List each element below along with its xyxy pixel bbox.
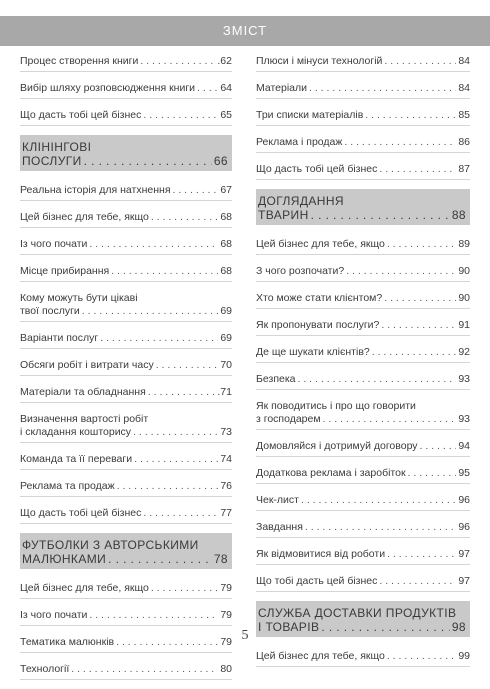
toc-entry-line (20, 359, 232, 372)
toc-entry-title: Обсяги робіт і витрати часу (20, 359, 154, 371)
toc-entry-line (20, 663, 232, 676)
toc-entry-line (256, 238, 470, 251)
toc-entry-line (22, 154, 228, 168)
toc-entry-title: Реальна історія для натхнення (20, 184, 171, 196)
toc-page-number: 97 (458, 575, 470, 587)
toc-entry-line (20, 184, 232, 197)
toc-entry (256, 135, 470, 153)
toc-entry-title: Додаткова реклама і заробіток (256, 467, 406, 479)
toc-entry (20, 506, 232, 524)
dot-leader (311, 208, 450, 222)
toc-page-number: 68 (220, 211, 232, 223)
dot-leader (384, 55, 456, 68)
toc-entry-line (256, 521, 470, 534)
toc-entry (256, 649, 470, 667)
toc-page-number: 96 (458, 494, 470, 506)
toc-entry-title: ПОСЛУГИ (22, 154, 82, 168)
toc-page-number: 69 (220, 332, 232, 344)
dot-leader (305, 521, 456, 534)
toc-entry-line (20, 480, 232, 493)
toc-entry (256, 318, 470, 336)
toc-entry-title: Матеріали та обладнання (20, 386, 146, 398)
toc-entry (20, 81, 232, 99)
toc-entry-title: Процес створення книги (20, 55, 139, 67)
toc-page-number: 67 (220, 184, 232, 196)
toc-section-heading (256, 189, 470, 225)
toc-entry (20, 452, 232, 470)
toc-entry-title: твої послуги (20, 305, 80, 317)
toc-entry-title: Цей бізнес для тебе, якщо (20, 582, 149, 594)
toc-entry (256, 81, 470, 99)
toc-entry-title: Технології (20, 663, 70, 675)
toc-page-number: 87 (458, 163, 470, 175)
toc-entry-line (256, 109, 470, 122)
toc-entry (256, 345, 470, 363)
toc-entry-title: Завдання (256, 521, 303, 533)
dot-leader (408, 467, 457, 480)
toc-page-number: 93 (458, 413, 470, 425)
toc-page-number: 77 (220, 507, 232, 519)
toc-page-number: 65 (220, 109, 232, 121)
toc-page-number: 84 (458, 82, 470, 94)
toc-entry-title: І ТОВАРІВ (258, 620, 320, 634)
toc-entry-title: Безпека (256, 373, 296, 385)
toc-entry (256, 237, 470, 255)
toc-entry-title: Команда та її переваги (20, 453, 133, 465)
toc-entry-title: Реклама та продаж (20, 480, 115, 492)
dot-leader (384, 292, 456, 305)
toc-right-column (256, 54, 470, 676)
toc-entry-title: Що дасть тобі цей бізнес (256, 163, 378, 175)
toc-entry-title: Плюси і мінуси технологій (256, 55, 383, 67)
toc-entry-line (22, 552, 228, 566)
toc-page-number: 98 (451, 620, 466, 634)
toc-page-number: 90 (458, 265, 470, 277)
toc-entry-title-line: ДОГЛЯДАННЯ (258, 194, 344, 208)
toc-entry-title: Чек-лист (256, 494, 299, 506)
toc-entry-line (256, 55, 470, 68)
dot-leader (323, 413, 457, 426)
dot-leader (387, 650, 456, 663)
toc-entry-title-line: ФУТБОЛКИ З АВТОРСЬКИМИ (22, 538, 199, 552)
dot-leader (89, 238, 218, 251)
dot-leader (89, 609, 218, 622)
toc-entry-line (20, 265, 232, 278)
toc-entry-title-line: Як поводитись і про що говорити (256, 400, 416, 412)
toc-page-number: 96 (458, 521, 470, 533)
toc-entry (256, 547, 470, 565)
toc-entry-title: З чого розпочати? (256, 265, 345, 277)
toc-entry-title: Що дасть тобі цей бізнес (20, 109, 142, 121)
toc-entry-line (256, 467, 470, 480)
dot-leader (173, 184, 219, 197)
toc-entry (20, 291, 232, 322)
toc-entry-title: Тематика малюнків (20, 636, 115, 648)
toc-left-column (20, 54, 232, 689)
dot-leader (346, 265, 456, 278)
toc-entry-line (256, 346, 470, 359)
toc-page-number: 94 (458, 440, 470, 452)
toc-page-number: 89 (458, 238, 470, 250)
toc-entry-title: Три списки матеріалів (256, 109, 364, 121)
dot-leader (111, 265, 218, 278)
dot-leader (298, 373, 457, 386)
toc-entry-line (20, 109, 232, 122)
toc-entry (256, 520, 470, 538)
toc-page-number: 92 (458, 346, 470, 358)
toc-entry (20, 358, 232, 376)
toc-page-number: 93 (458, 373, 470, 385)
toc-entry-title: Як відмовитися від роботи (256, 548, 386, 560)
toc-entry-line (256, 292, 470, 305)
toc-entry-title: Реклама і продаж (256, 136, 343, 148)
dot-leader (82, 305, 219, 318)
toc-page-number: 79 (220, 609, 232, 621)
toc-section-heading (20, 533, 232, 569)
toc-entry-title-line: Визначення вартості робіт (20, 413, 149, 425)
toc-entry-title: Цей бізнес для тебе, якщо (256, 238, 385, 250)
toc-entry (256, 108, 470, 126)
toc-entry-title-line: СЛУЖБА ДОСТАВКИ ПРОДУКТІВ (258, 606, 457, 620)
toc-page-number: 84 (458, 55, 470, 67)
toc-page-number: 79 (220, 636, 232, 648)
toc-page-number: 99 (458, 650, 470, 662)
toc-entry (20, 54, 232, 72)
toc-entry (20, 210, 232, 228)
toc-page-number: 78 (213, 552, 228, 566)
dot-leader (143, 109, 218, 122)
toc-entry-line (256, 82, 470, 95)
toc-entry-title: ТВАРИН (258, 208, 309, 222)
toc-entry-title: Вибір шляху розповсюдження книги (20, 82, 196, 94)
toc-entry-title: і складання кошторису (20, 426, 132, 438)
toc-entry-line (20, 386, 232, 399)
toc-entry-line (20, 305, 232, 318)
dot-leader (151, 211, 218, 224)
dot-leader (148, 386, 216, 399)
dot-leader (156, 359, 219, 372)
dot-leader (381, 319, 456, 332)
toc-entry (20, 385, 232, 403)
dot-leader (151, 582, 218, 595)
dot-leader (197, 82, 218, 95)
toc-page-number: 68 (220, 265, 232, 277)
toc-page-number: 76 (220, 480, 232, 492)
toc-page-number: 66 (213, 154, 228, 168)
toc-entry-title: Як пропонувати послуги? (256, 319, 380, 331)
dot-leader (133, 426, 218, 439)
toc-entry (256, 466, 470, 484)
toc-entry (20, 662, 232, 680)
toc-entry-title-line: КЛІНІНГОВІ (22, 140, 92, 154)
dot-leader (134, 453, 218, 466)
dot-leader (387, 238, 456, 251)
toc-entry (20, 608, 232, 626)
toc-entry (256, 162, 470, 180)
toc-entry-line (256, 650, 470, 663)
toc-page-number: 64 (220, 82, 232, 94)
dot-leader (365, 109, 456, 122)
toc-entry-line (256, 413, 470, 426)
toc-entry-line (20, 453, 232, 466)
toc-entry-line (256, 440, 470, 453)
toc-page-number: 95 (458, 467, 470, 479)
toc-entry-line (20, 332, 232, 345)
toc-entry (20, 412, 232, 443)
toc-page-number: .62 (217, 55, 232, 67)
toc-entry-title: Із чого почати (20, 609, 88, 621)
toc-page-number: 86 (458, 136, 470, 148)
toc-entry (20, 479, 232, 497)
toc-entry-line (256, 575, 470, 588)
toc-entry-title: Із чого почати (20, 238, 88, 250)
toc-page-number: 70 (220, 359, 232, 371)
toc-page-number: 97 (458, 548, 470, 560)
dot-leader (143, 507, 218, 520)
toc-page-number: 80 (220, 663, 232, 675)
toc-page-number: 73 (220, 426, 232, 438)
toc-entry (20, 108, 232, 126)
dot-leader (420, 440, 457, 453)
toc-page-number: .71 (217, 386, 232, 398)
toc-entry (256, 574, 470, 592)
toc-page-number: 85 (458, 109, 470, 121)
dot-leader (140, 55, 215, 68)
toc-entry-line (256, 136, 470, 149)
toc-entry-line (20, 426, 232, 439)
toc-entry (256, 291, 470, 309)
dot-leader (71, 663, 218, 676)
dot-leader (117, 480, 219, 493)
toc-page-number: 90 (458, 292, 470, 304)
toc-entry-line (256, 319, 470, 332)
toc-entry-line (20, 55, 232, 68)
toc-entry-title: Що дасть тобі цей бізнес (20, 507, 142, 519)
toc-entry (256, 264, 470, 282)
toc-entry-title: Цей бізнес для тебе, якщо (20, 211, 149, 223)
dot-leader (379, 575, 456, 588)
toc-entry-line (256, 265, 470, 278)
toc-entry (256, 439, 470, 457)
toc-entry-line (256, 494, 470, 507)
toc-entry-line (20, 211, 232, 224)
toc-entry (20, 581, 232, 599)
toc-entry-line (256, 373, 470, 386)
toc-entry-title: з господарем (256, 413, 321, 425)
dot-leader (100, 332, 218, 345)
dot-leader (84, 154, 212, 168)
toc-entry-line (258, 208, 466, 222)
toc-entry-title: Домовляйся і дотримуй договору (256, 440, 418, 452)
toc-entry-title: МАЛЮНКАМИ (22, 552, 107, 566)
toc-entry (20, 183, 232, 201)
dot-leader (301, 494, 456, 507)
toc-entry-line (256, 163, 470, 176)
toc-entry-line (20, 582, 232, 595)
toc-entry-title-line: Кому можуть бути цікаві (20, 292, 138, 304)
toc-entry-title: Хто може стати клієнтом? (256, 292, 383, 304)
toc-entry-title: Варіанти послуг (20, 332, 99, 344)
toc-entry-line (20, 609, 232, 622)
dot-leader (309, 82, 456, 95)
contents-header (0, 16, 490, 46)
dot-leader (108, 552, 212, 566)
dot-leader (379, 163, 456, 176)
toc-section-heading (20, 135, 232, 171)
toc-entry (256, 399, 470, 430)
toc-entry (20, 264, 232, 282)
toc-page-number: 79 (220, 582, 232, 594)
toc-entry-title: Матеріали (256, 82, 308, 94)
toc-page-number: 68 (220, 238, 232, 250)
toc-entry-line (20, 238, 232, 251)
toc-entry-line (20, 507, 232, 520)
dot-leader (344, 136, 456, 149)
contents-title: ЗМІСТ (222, 23, 268, 38)
toc-entry (256, 54, 470, 72)
toc-page-number: 88 (451, 208, 466, 222)
toc-page-number: 91 (458, 319, 470, 331)
toc-entry (20, 331, 232, 349)
dot-leader (387, 548, 456, 561)
dot-leader (372, 346, 457, 359)
toc-entry-line (20, 82, 232, 95)
toc-page-number: 74 (220, 453, 232, 465)
toc-entry (20, 237, 232, 255)
toc-entry (256, 372, 470, 390)
toc-entry-title: Де ще шукати клієнтів? (256, 346, 370, 358)
toc-entry-title: Місце прибирання (20, 265, 110, 277)
toc-entry-line (256, 548, 470, 561)
toc-entry-title: Цей бізнес для тебе, якщо (256, 650, 385, 662)
toc-page-number: 69 (220, 305, 232, 317)
toc-entry-title: Що тобі дасть цей бізнес (256, 575, 378, 587)
page-number: 5 (241, 628, 249, 643)
toc-entry (256, 493, 470, 511)
